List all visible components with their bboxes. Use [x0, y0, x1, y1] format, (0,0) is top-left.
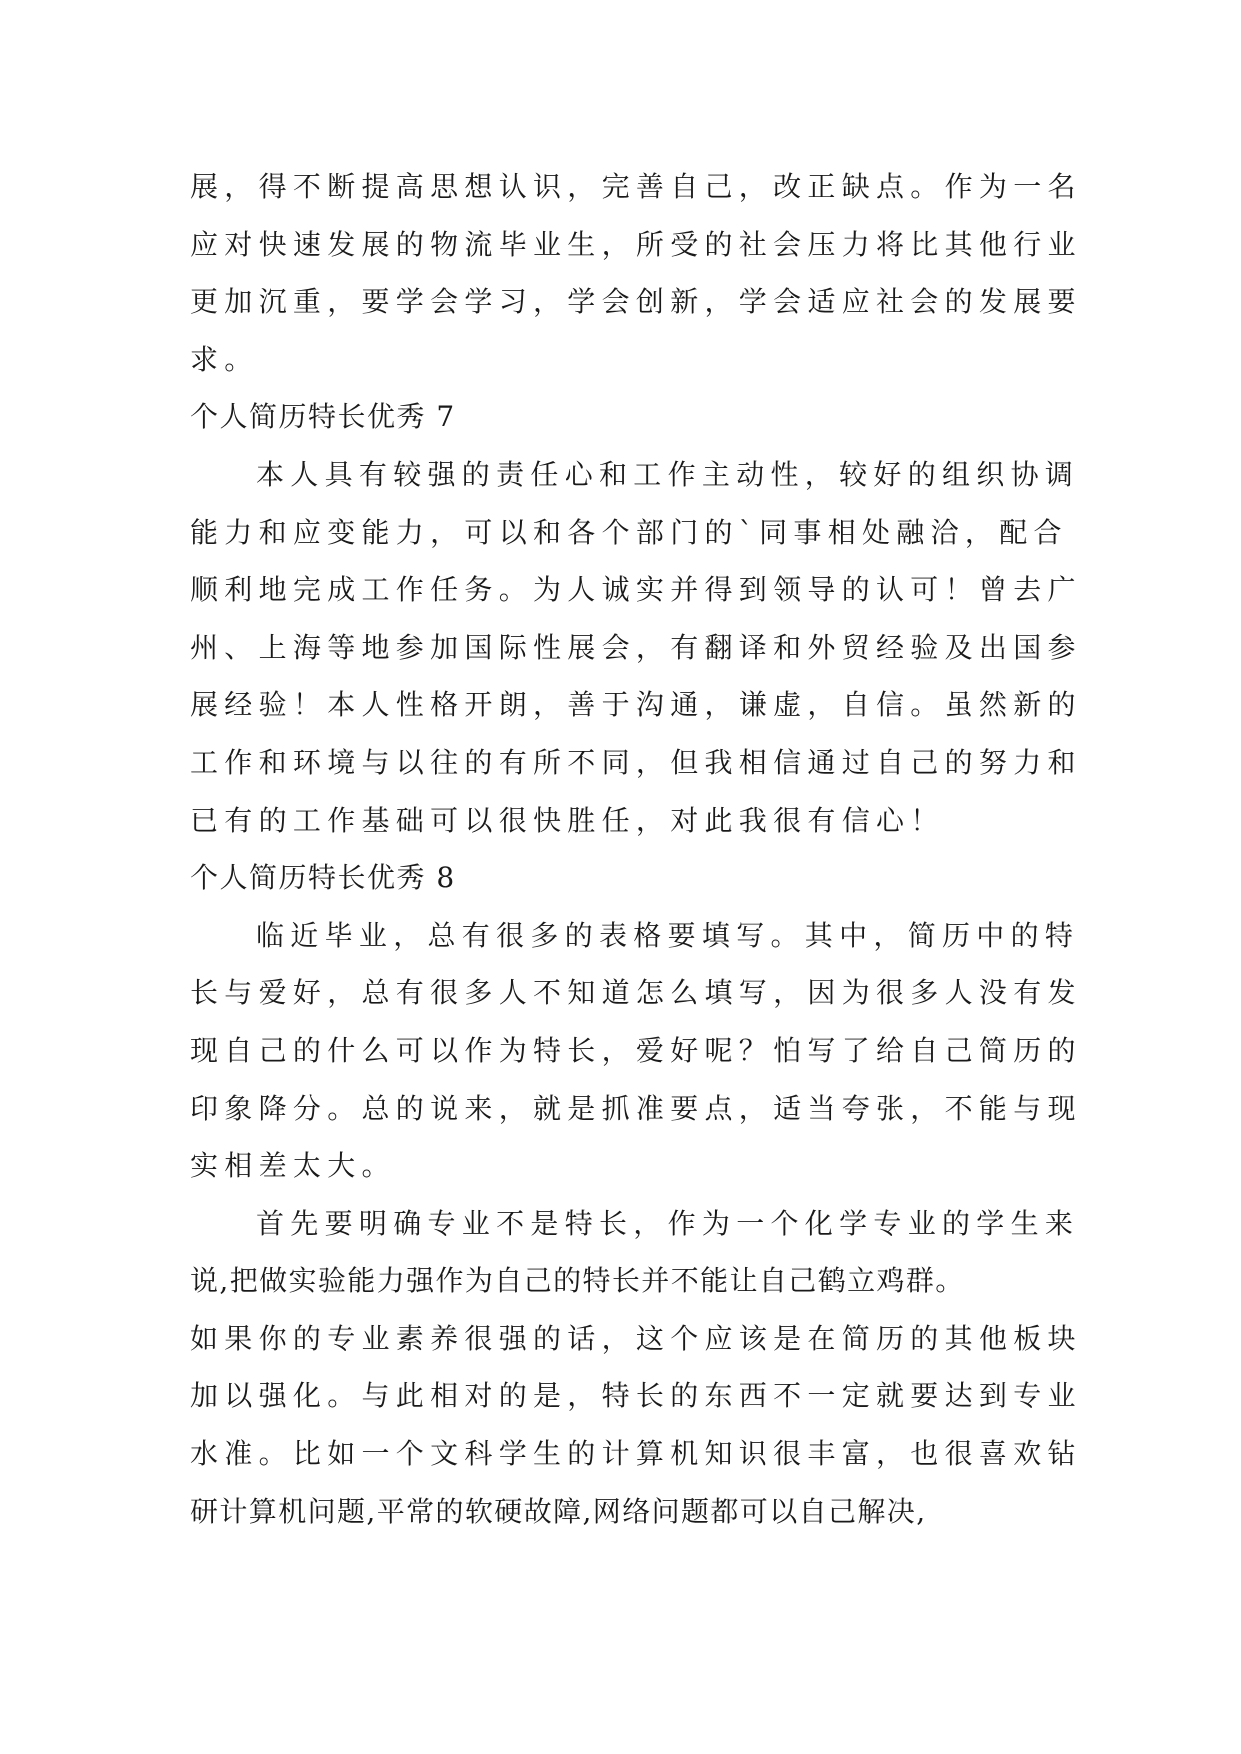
paragraph-line: 实相差太大。 [190, 1149, 396, 1183]
paragraph-line: 水准。比如一个文科学生的计算机知识很丰富，也很喜欢钻 [190, 1437, 1082, 1471]
section-heading: 个人简历特长优秀 7 [190, 400, 456, 434]
paragraph-line: 临近毕业，总有很多的表格要填写。其中，简历中的特 [256, 918, 1080, 952]
document-body [190, 158, 1082, 1540]
paragraph-line: 已有的工作基础可以很快胜任，对此我很有信心！ [190, 803, 945, 837]
paragraph-line: 说,把做实验能力强作为自己的特长并不能让自己鹤立鸡群。 [190, 1264, 965, 1298]
paragraph-line: 工作和环境与以往的有所不同，但我相信通过自己的努力和 [190, 745, 1082, 779]
paragraph-line: 本人具有较强的责任心和工作主动性，较好的组织协调 [256, 457, 1080, 491]
paragraph-line: 展经验！本人性格开朗，善于沟通，谦虚，自信。虽然新的 [190, 688, 1082, 722]
paragraph-line: 更加沉重，要学会学习，学会创新，学会适应社会的发展要 [190, 285, 1082, 319]
paragraph-line: 长与爱好，总有很多人不知道怎么填写，因为很多人没有发 [190, 976, 1082, 1010]
section-heading: 个人简历特长优秀 8 [190, 861, 456, 895]
paragraph-line: 展，得不断提高思想认识，完善自己，改正缺点。作为一名 [190, 170, 1082, 203]
paragraph-line: 印象降分。总的说来，就是抓准要点，适当夸张，不能与现 [190, 1091, 1082, 1125]
paragraph-line: 求。 [190, 342, 259, 376]
paragraph-line: 研计算机问题,平常的软硬故障,网络问题都可以自己解决, [190, 1494, 927, 1528]
paragraph-line: 顺利地完成工作任务。为人诚实并得到领导的认可！曾去广 [190, 573, 1082, 607]
paragraph-line: 如果你的专业素养很强的话，这个应该是在简历的其他板块 [190, 1321, 1082, 1355]
paragraph-line: 现自己的什么可以作为特长，爱好呢？怕写了给自己简历的 [190, 1033, 1082, 1067]
paragraph-line: 首先要明确专业不是特长，作为一个化学专业的学生来 [256, 1206, 1080, 1240]
paragraph-line: 应对快速发展的物流毕业生，所受的社会压力将比其他行业 [190, 227, 1082, 261]
paragraph-line: 州、上海等地参加国际性展会，有翻译和外贸经验及出国参 [190, 630, 1082, 664]
paragraph-line: 能力和应变能力，可以和各个部门的`同事相处融洽，配合 [190, 515, 1068, 549]
paragraph-line: 加以强化。与此相对的是，特长的东西不一定就要达到专业 [190, 1379, 1082, 1413]
